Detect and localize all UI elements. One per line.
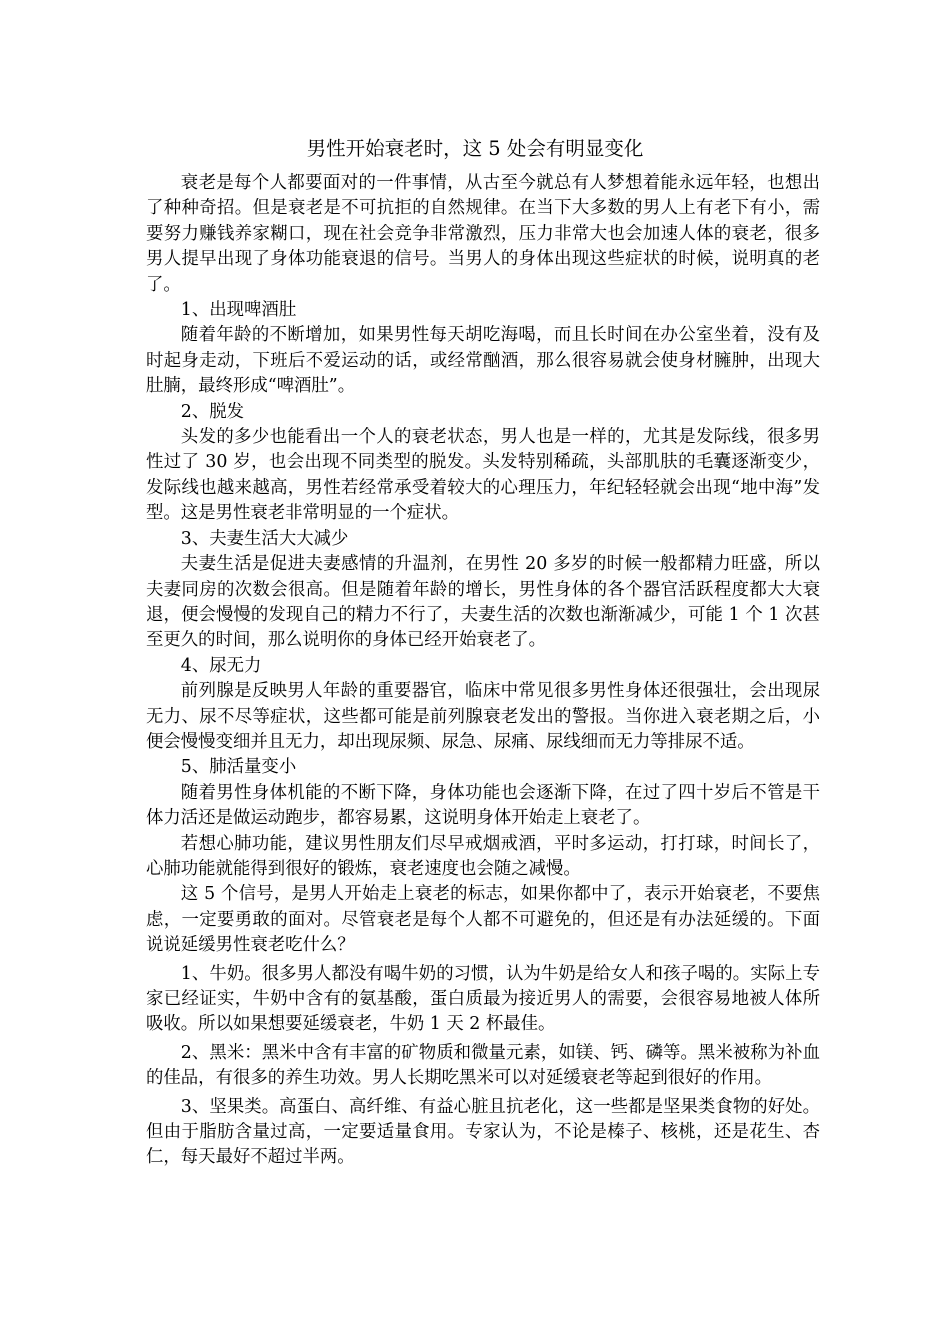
document-body (146, 171, 820, 1171)
document-title: 男性开始衰老时，这 5 处会有明显变化 (306, 137, 644, 160)
paragraph-black-rice: 2、黑米：黑米中含有丰富的矿物质和微量元素，如镁、钙、磷等。黑米被称为补血的佳品，有很多的养生功效。男人长期吃黑米可以对延缓衰老等起到很好的作用。 (146, 1042, 820, 1089)
paragraph-intro: 衰老是每个人都要面对的一件事情，从古至今就总有人梦想着能永远年轻，也想出了种种奇招。但是衰老是不可抗拒的自然规律。在当下大多数的男人上有老下有小，需要努力赚钱养家糊口，现在社会竞争非常激烈，压力非常大也会加速人体的衰老，很多男人提早出现了身体功能衰退的信号。当男人的身体出现这些症状的时候，说明真的老了。 (146, 173, 820, 295)
heading-hair-loss: 2、脱发 (180, 401, 245, 422)
heading-beer-belly: 1、出现啤酒肚 (180, 300, 297, 321)
heading-lung-capacity: 5、肺活量变小 (180, 757, 297, 778)
paragraph-weak-urination: 前列腺是反映男人年龄的重要器官，临床中常见很多男性身体还很强壮，会出现尿无力、尿不尽等症状，这些都可能是前列腺衰老发出的警报。当你进入衰老期之后，小便会慢慢变细并且无力，却出现尿频、尿急、尿痛、尿线细而无力等排尿不适。 (146, 681, 820, 752)
paragraph-lung-capacity: 随着男性身体机能的不断下降，身体功能也会逐渐下降，在过了四十岁后不管是干体力活还是做运动跑步，都容易累，这说明身体开始走上衰老了。 (146, 782, 820, 829)
paragraph-nuts: 3、坚果类。高蛋白、高纤维、有益心脏且抗老化，这一些都是坚果类食物的好处。但由于脂肪含量过高，一定要适量食用。专家认为，不论是榛子、核桃，还是花生、杏仁，每天最好不超过半两。 (146, 1096, 820, 1168)
paragraph-milk: 1、牛奶。很多男人都没有喝牛奶的习惯，认为牛奶是给女人和孩子喝的。实际上专家已经证实，牛奶中含有的氨基酸，蛋白质最为接近男人的需要，会很容易地被人体所吸收。所以如果想要延缓衰老，牛奶 1 天 2 杯最佳。 (146, 963, 820, 1035)
paragraph-marital-life: 夫妻生活是促进夫妻感情的升温剂，在男性 20 多岁的时候一般都精力旺盛，所以夫妻同房的次数会很高。但是随着年龄的增长，男性身体的各个器官活跃程度都大大衰退，便会慢慢的发现自己的精力不行了，夫妻生活的次数也渐渐减少，可能 1 个 1 次甚至更久的时间，那么说明你的身体已经开始衰老了。 (146, 554, 820, 651)
paragraph-summary: 这 5 个信号，是男人开始走上衰老的标志，如果你都中了，表示开始衰老，不要焦虑，一定要勇敢的面对。尽管衰老是每个人都不可避免的，但还是有办法延缓的。下面说说延缓男性衰老吃什么？ (146, 884, 820, 956)
heading-marital-life: 3、夫妻生活大大减少 (180, 528, 349, 549)
paragraph-beer-belly: 随着年龄的不断增加，如果男性每天胡吃海喝，而且长时间在办公室坐着，没有及时起身走动，下班后不爱运动的话，或经常酗酒，那么很容易就会使身材臃肿，出现大肚腩，最终形成“啤酒肚”。 (146, 325, 820, 397)
heading-weak-urination: 4、尿无力 (180, 655, 262, 676)
paragraph-hair-loss: 头发的多少也能看出一个人的衰老状态，男人也是一样的，尤其是发际线，很多男性过了 30 岁，也会出现不同类型的脱发。头发特别稀疏，头部肌肤的毛囊逐渐变少，发际线也越来越高，男性若经常承受着较大的心理压力，年纪轻轻就会出现“地中海”发型。这是男性衰老非常明显的一个症状。 (146, 427, 820, 524)
paragraph-lung-advice: 若想心肺功能，建议男性朋友们尽早戒烟戒酒，平时多运动，打打球，时间长了，心肺功能就能得到很好的锻炼，衰老速度也会随之减慢。 (146, 833, 820, 879)
